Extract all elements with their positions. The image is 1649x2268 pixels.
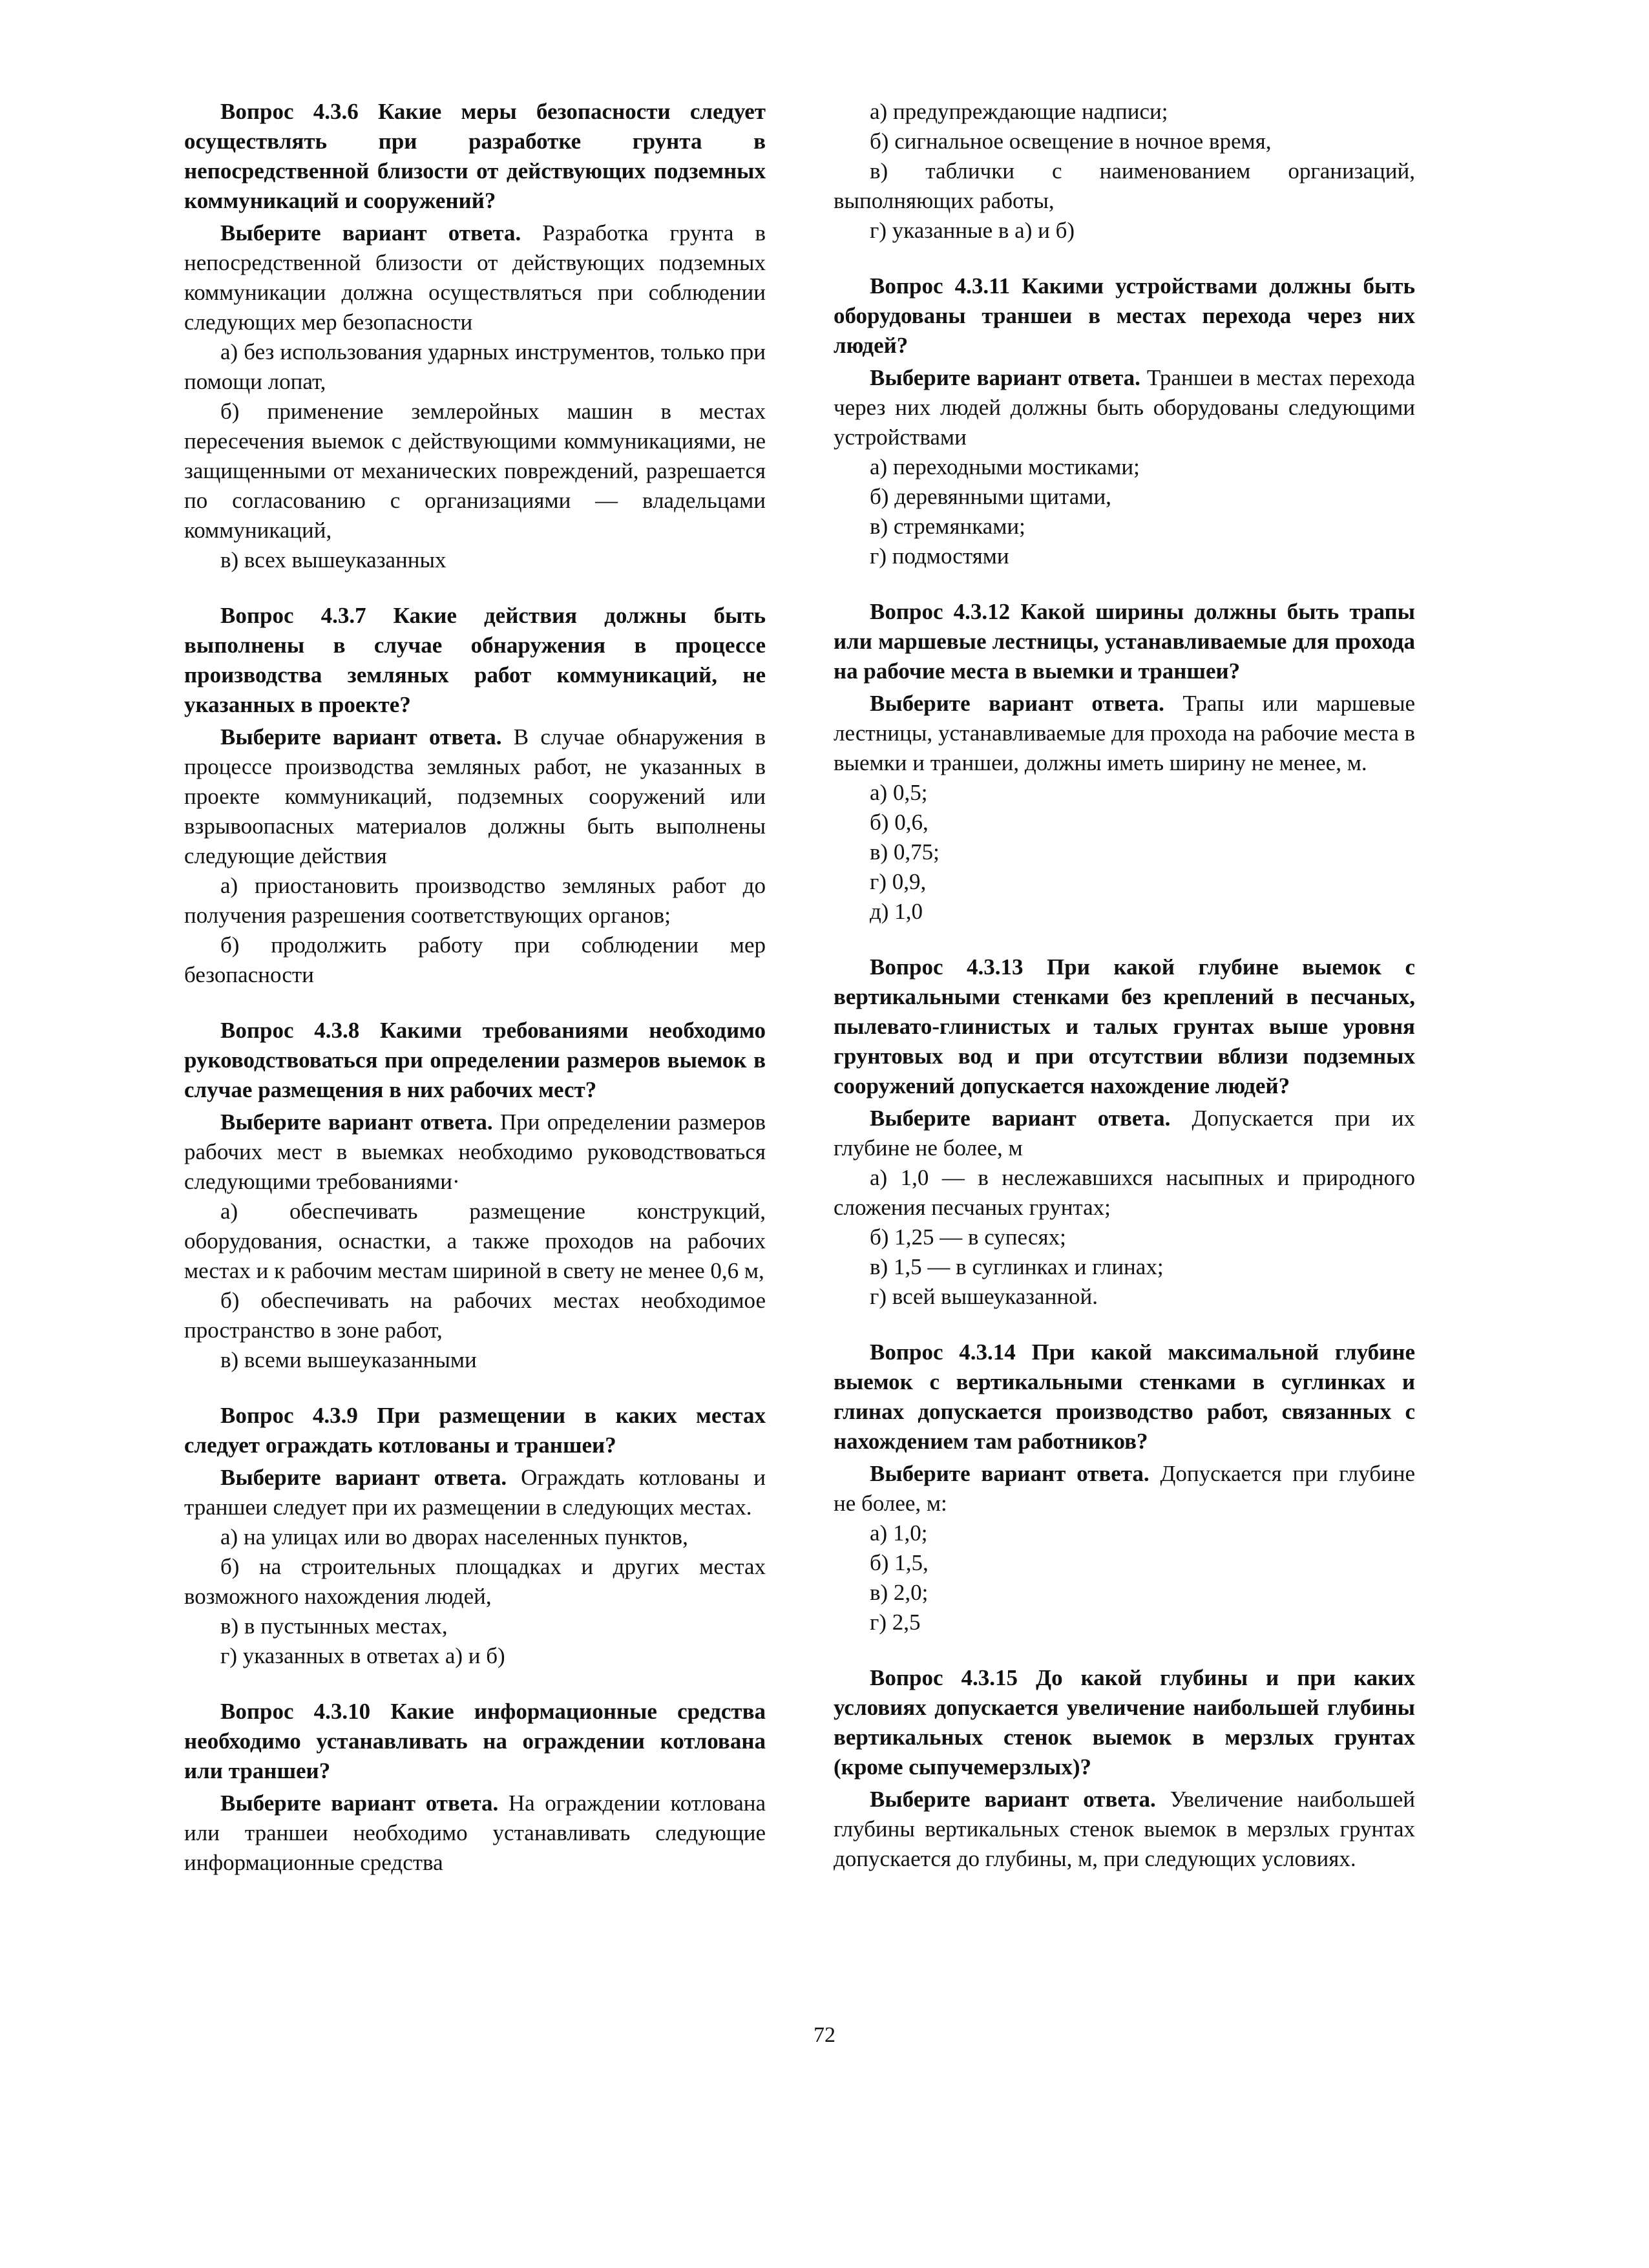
answer-option: б) на строительных площадках и других местах возможного нахождения людей,	[184, 1554, 766, 1609]
question-intro: Выберите вариант ответа. Трапы или маршевые лестницы, устанавливаемые для прохода на рабочие места в выемки и траншеи, должны иметь ширину не менее, м.	[834, 691, 1416, 775]
question-title: Вопрос 4.3.8 Какими требованиями необходимо руководствоваться при определении размеров выемок в случае размещения в них рабочих мест?	[184, 1018, 766, 1102]
question-4-3-10	[184, 1697, 766, 1878]
question-intro: Выберите вариант ответа. Увеличение наибольшей глубины вертикальных стенок выемок в мерзлых грунтах допускается до глубины, м, при следующих условиях.	[834, 1787, 1416, 1871]
answer-option: в) 2,0;	[870, 1580, 929, 1605]
answer-option: а) переходными мостиками;	[870, 454, 1140, 479]
answer-lead: Выберите вариант ответа.	[220, 1790, 499, 1816]
answer-option: в) всеми вышеуказанными	[220, 1347, 477, 1372]
answer-lead: Выберите вариант ответа.	[870, 1106, 1171, 1131]
answer-option: б) 0,6,	[870, 810, 929, 835]
left-column	[184, 97, 766, 1904]
question-4-3-11	[834, 271, 1415, 571]
question-4-3-8	[184, 1016, 766, 1375]
question-4-3-15	[834, 1663, 1415, 1874]
answer-option: д) 1,0	[870, 899, 923, 924]
question-title: Вопрос 4.3.15 До какой глубины и при каких условиях допускается увеличение наибольшей глубины вертикальных стенок выемок в мерзлых грунтах (кроме сыпучемерзлых)?	[834, 1665, 1415, 1780]
answer-option: а) предупреждающие надписи;	[870, 99, 1168, 124]
question-title: Вопрос 4.3.13 При какой глубине выемок с вертикальными стенками без креплений в песчаных, пылевато-глинистых и талых грунтах выше уровня грунтовых вод и при отсутствии вблизи подземных сооружений допускается нахождение людей?	[834, 954, 1415, 1098]
answer-option: г) всей вышеуказанной.	[870, 1284, 1098, 1309]
answer-option: в) 1,5 — в суглинках и глинах;	[870, 1254, 1164, 1279]
question-title: Вопрос 4.3.12 Какой ширины должны быть трапы или маршевые лестницы, устанавливаемые для прохода на рабочие места в выемки и траншеи?	[834, 599, 1415, 684]
question-4-3-6	[184, 97, 766, 575]
answer-lead: Выберите вариант ответа.	[870, 691, 1164, 716]
answer-option: б) деревянными щитами,	[870, 484, 1111, 509]
answer-option: в) всех вышеуказанных	[220, 547, 446, 572]
answer-lead: Выберите вариант ответа.	[870, 365, 1140, 390]
answer-option: а) приостановить производство земляных работ до получения разрешения соответствующих органов;	[184, 873, 766, 928]
answer-option: в) таблички с наименованием организаций, выполняющих работы,	[834, 158, 1415, 213]
question-4-3-13	[834, 952, 1415, 1312]
answer-option: в) стремянками;	[870, 514, 1025, 539]
question-4-3-10-continuation	[834, 97, 1415, 246]
question-title: Вопрос 4.3.9 При размещении в каких местах следует ограждать котлованы и траншеи?	[184, 1403, 766, 1458]
question-title: Вопрос 4.3.10 Какие информационные средства необходимо устанавливать на ограждении котлована или траншеи?	[184, 1699, 766, 1783]
question-intro: Выберите вариант ответа. Ограждать котлованы и траншеи следует при их размещении в следующих местах.	[184, 1465, 766, 1520]
answer-option: б) 1,5,	[870, 1550, 929, 1575]
answer-option: г) 0,9,	[870, 869, 927, 894]
answer-option: г) подмостями	[870, 543, 1009, 569]
answer-option: б) продолжить работу при соблюдении мер безопасности	[184, 932, 766, 987]
answer-lead: Выберите вариант ответа.	[220, 724, 502, 750]
question-4-3-9	[184, 1401, 766, 1671]
answer-option: в) в пустынных местах,	[220, 1613, 448, 1639]
answer-option: в) 0,75;	[870, 839, 940, 865]
answer-option: а) 1,0 — в неслежавшихся насыпных и природного сложения песчаных грунтах;	[834, 1165, 1415, 1220]
question-4-3-14	[834, 1338, 1415, 1637]
answer-lead: Выберите вариант ответа.	[220, 1109, 493, 1135]
question-intro: Выберите вариант ответа. На ограждении котлована или траншеи необходимо устанавливать следующие информационные средства	[184, 1790, 766, 1875]
question-title: Вопрос 4.3.6 Какие меры безопасности следует осуществлять при разработке грунта в непосредственной близости от действующих подземных коммуникаций и сооружений?	[184, 99, 766, 213]
answer-option: а) 0,5;	[870, 780, 928, 805]
answer-lead: Выберите вариант ответа.	[870, 1461, 1150, 1486]
answer-lead: Выберите вариант ответа.	[220, 1465, 507, 1490]
answer-option: г) указанных в ответах а) и б)	[220, 1643, 505, 1668]
question-intro: Выберите вариант ответа. Разработка грунта в непосредственной близости от действующих подземных коммуникации должна осуществляться при соблюдении следующих мер безопасности	[184, 220, 766, 335]
answer-option: г) 2,5	[870, 1610, 921, 1635]
answer-option: а) обеспечивать размещение конструкций, оборудования, оснастки, а также проходов на рабочих местах и к рабочим местам шириной в свету не менее 0,6 м,	[184, 1199, 766, 1283]
answer-option: б) 1,25 — в супесях;	[870, 1224, 1066, 1250]
answer-lead: Выберите вариант ответа.	[220, 220, 521, 246]
question-intro: Выберите вариант ответа. Траншеи в местах перехода через них людей должны быть оборудованы следующими устройствами	[834, 365, 1415, 450]
answer-option: а) на улицах или во дворах населенных пунктов,	[220, 1524, 688, 1549]
answer-option: б) применение землеройных машин в местах пересечения выемок с действующими коммуникациями, не защищенными от механических повреждений, разрешается по согласованию с организациями — владельцами коммуникаций,	[184, 399, 766, 543]
answer-option: б) сигнальное освещение в ночное время,	[870, 129, 1272, 154]
answer-lead: Выберите вариант ответа.	[870, 1787, 1156, 1812]
answer-option: г) указанные в а) и б)	[870, 218, 1075, 243]
right-column	[834, 97, 1415, 1900]
question-4-3-12	[834, 597, 1415, 927]
question-intro: Выберите вариант ответа. В случае обнаружения в процессе производства земляных работ, не указанных в проекте коммуникаций, подземных сооружений или взрывоопасных материалов должны быть выполнены следующие действия	[184, 724, 766, 868]
answer-option: а) 1,0;	[870, 1520, 928, 1546]
question-4-3-7	[184, 601, 766, 990]
question-intro: Выберите вариант ответа. При определении размеров рабочих мест в выемках необходимо руководствоваться следующими требованиями·	[184, 1109, 766, 1194]
question-title: Вопрос 4.3.7 Какие действия должны быть выполнены в случае обнаружения в процессе производства земляных работ коммуникаций, не указанных в проекте?	[184, 603, 766, 717]
page-number: 72	[814, 2023, 835, 2047]
question-title: Вопрос 4.3.11 Какими устройствами должны быть оборудованы траншеи в местах перехода через них людей?	[834, 273, 1415, 358]
question-title: Вопрос 4.3.14 При какой максимальной глубине выемок с вертикальными стенками в суглинках и глинах допускается производство работ, связанных с нахождением там работников?	[834, 1339, 1415, 1454]
question-intro: Выберите вариант ответа. Допускается при их глубине не более, м	[834, 1106, 1416, 1160]
answer-option: а) без использования ударных инструментов, только при помощи лопат,	[184, 339, 766, 394]
answer-option: б) обеспечивать на рабочих местах необходимое пространство в зоне работ,	[184, 1288, 766, 1343]
question-intro: Выберите вариант ответа. Допускается при глубине не более, м:	[834, 1461, 1416, 1516]
